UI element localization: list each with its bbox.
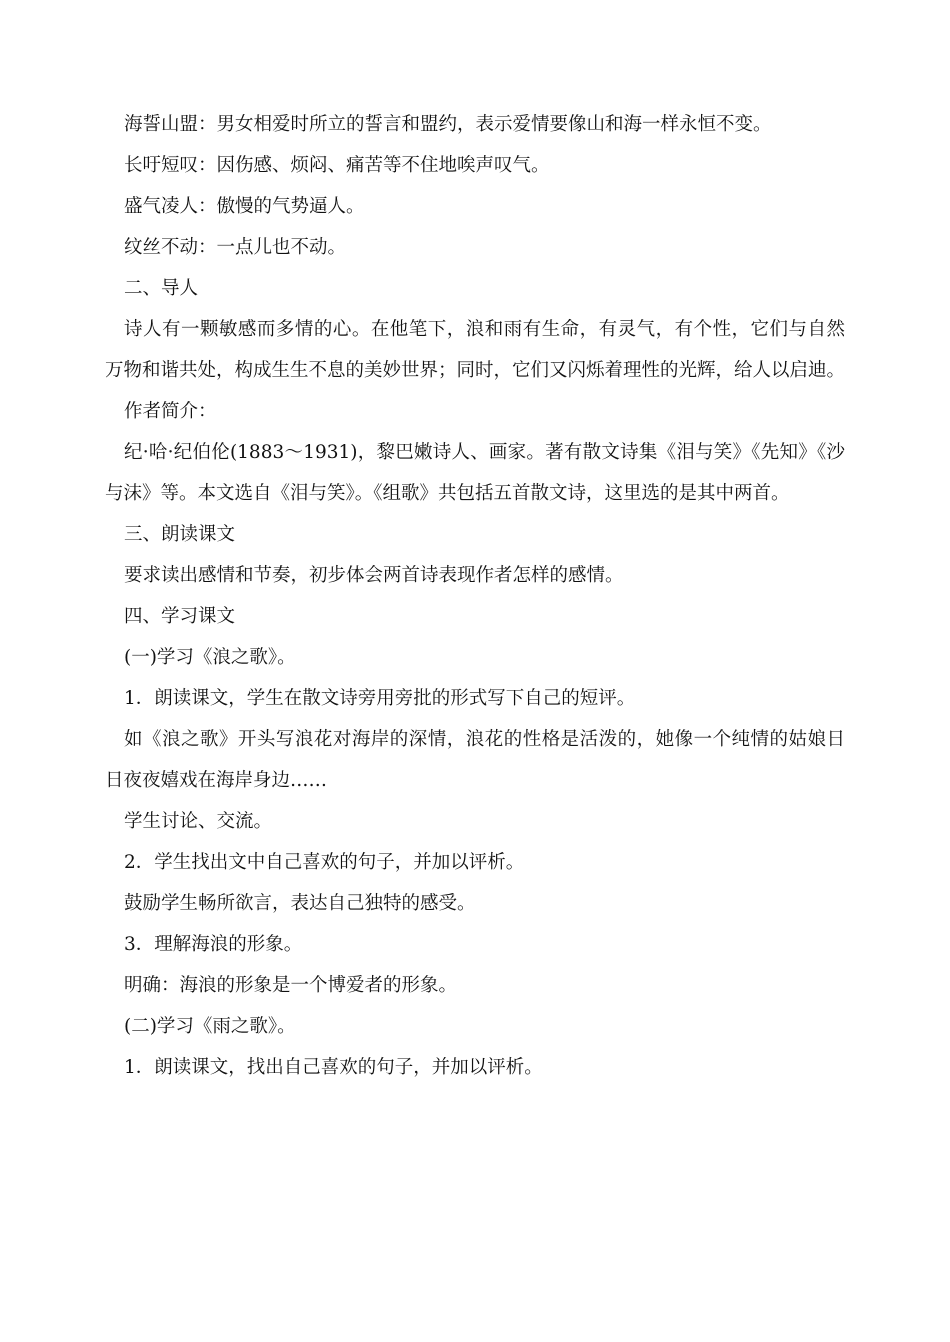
subsection-wave-song: (一)学习《浪之歌》。 [124,647,296,668]
vocab-haishishanmeng: 海誓山盟：男女相爱时所立的誓言和盟约，表示爱情要像山和海一样永恒不变。 [124,114,772,135]
wave-example-paragraph: 如《浪之歌》开头写浪花对海岸的深情，浪花的性格是活泼的，她像一个纯情的姑娘日日夜夜嬉戏在海岸身边…… [105,729,845,791]
document-body [105,104,845,1088]
section-heading-reading: 三、朗读课文 [124,524,236,545]
vocab-shengqilingren: 盛气凌人：傲慢的气势逼人。 [124,196,365,217]
wave-step-1: 1．朗读课文，学生在散文诗旁用旁批的形式写下自己的短评。 [124,688,636,709]
section-heading-introduction: 二、导人 [124,278,199,299]
vocab-wensibudong: 纹丝不动：一点儿也不动。 [124,237,347,258]
section-heading-study: 四、学习课文 [124,606,236,627]
wave-discussion: 学生讨论、交流。 [124,811,273,832]
author-intro-heading: 作者简介： [124,401,217,422]
wave-step-2: 2．学生找出文中自己喜欢的句子，并加以评析。 [124,852,525,873]
wave-step-3: 3．理解海浪的形象。 [124,934,303,955]
subsection-rain-song: (二)学习《雨之歌》。 [124,1016,296,1037]
reading-requirement: 要求读出感情和节奏，初步体会两首诗表现作者怎样的感情。 [124,565,624,586]
rain-step-1: 1．朗读课文，找出自己喜欢的句子，并加以评析。 [124,1057,543,1078]
vocab-changxuduantan: 长吁短叹：因伤感、烦闷、痛苦等不住地唉声叹气。 [124,155,550,176]
wave-encouragement: 鼓励学生畅所欲言，表达自己独特的感受。 [124,893,476,914]
author-intro-paragraph: 纪·哈·纪伯伦(1883～1931)，黎巴嫩诗人、画家。著有散文诗集《泪与笑》《先知》《沙与沫》等。本文选自《泪与笑》。《组歌》共包括五首散文诗，这里选的是其中两首。 [105,442,845,504]
wave-conclusion: 明确：海浪的形象是一个博爱者的形象。 [124,975,458,996]
introduction-paragraph: 诗人有一颗敏感而多情的心。在他笔下，浪和雨有生命，有灵气，有个性，它们与自然万物和谐共处，构成生生不息的美妙世界；同时，它们又闪烁着理性的光辉，给人以启迪。 [105,319,846,381]
